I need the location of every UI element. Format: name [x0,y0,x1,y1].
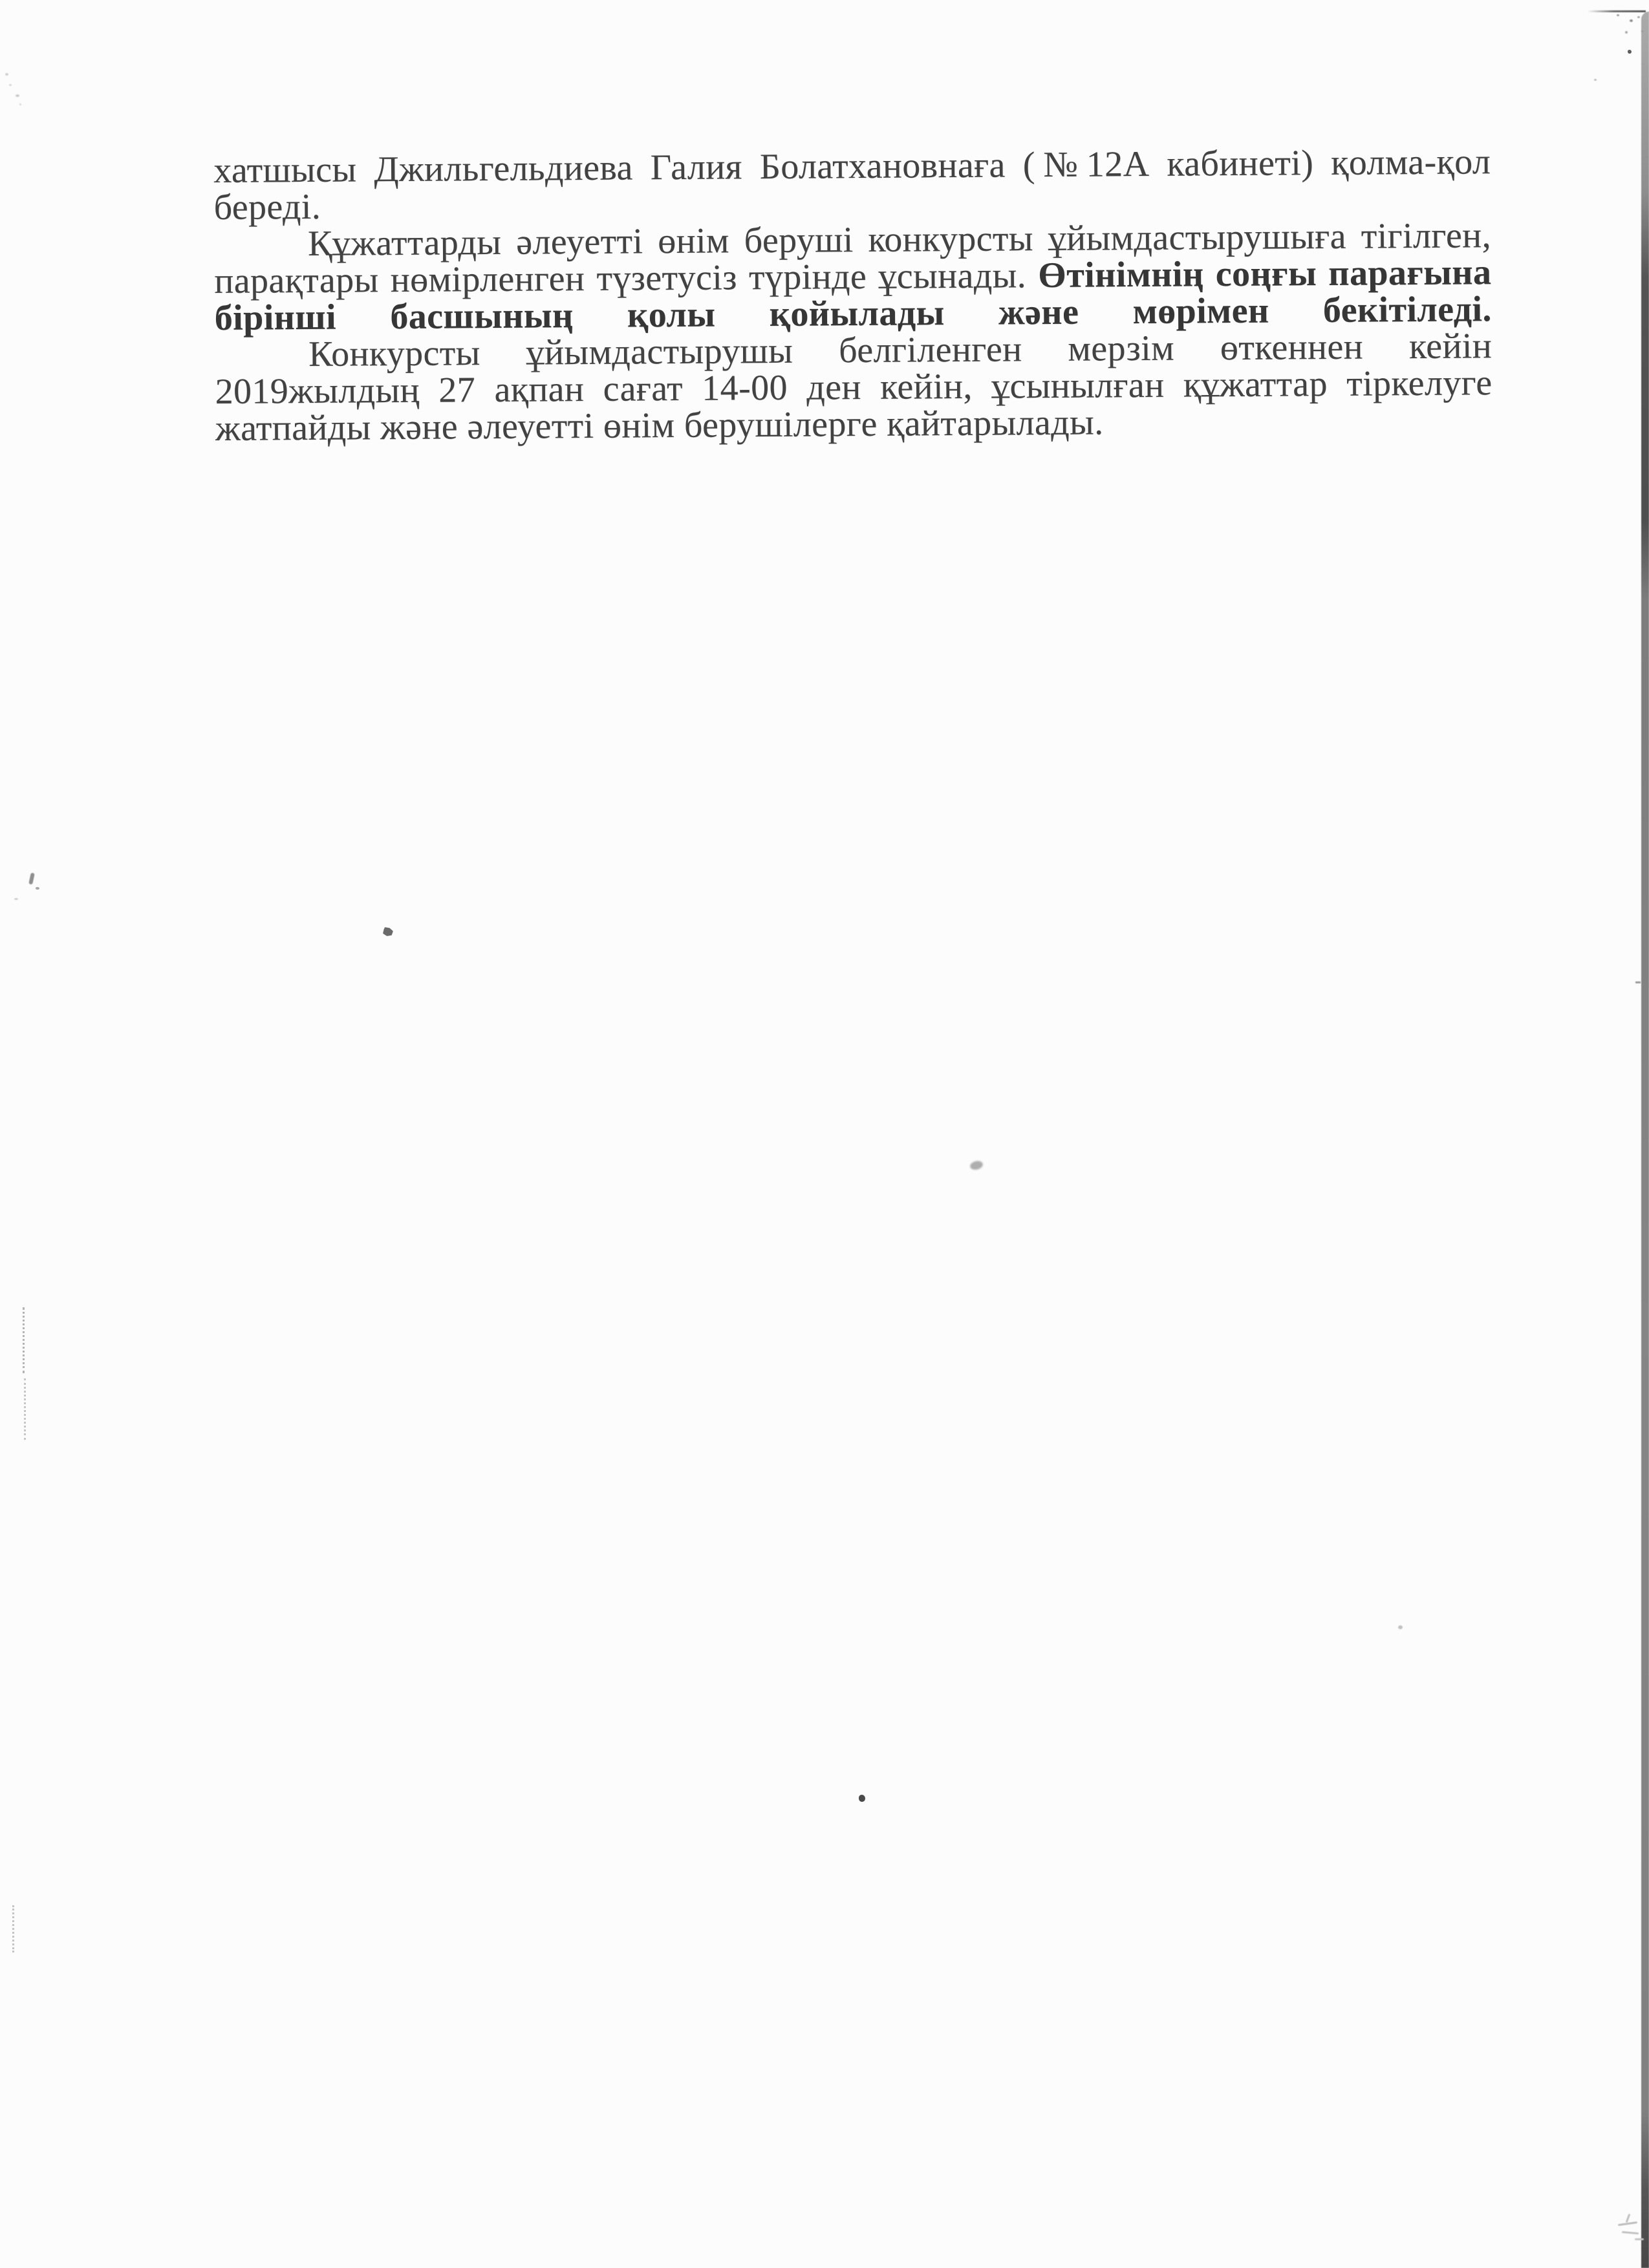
corner-speck [1641,30,1644,32]
text-segment: Құжаттарды әлеуетті өнім беруші конкурсты ұйымдастырушыға тігілген, [307,215,1492,264]
text-segment: 2019жылдың 27 ақпан сағат 14-00 ден кейін, ұсынылған құжаттар тіркелуге [215,363,1493,412]
ink-dot [859,1795,865,1802]
text-segment: хатшысы Джильгельдиева Галия Болатхановнаға (№12А кабинеті) қолма-қол [213,142,1491,191]
text-line [213,144,1491,189]
corner-speck [1630,19,1633,22]
edge-tick [1635,981,1641,983]
text-block [213,144,1493,447]
corner-dot [1628,50,1632,54]
topleft-speck [19,103,21,105]
page-top-edge-line [1588,10,1646,12]
left-dotted-line [23,1307,25,1373]
topleft-speck [5,73,8,76]
pencil-stroke [1626,2214,1631,2223]
text-segment: береді. [213,186,321,228]
pencil-stroke [1618,2221,1637,2226]
gray-smudge [969,1160,984,1171]
ink-blob [383,927,393,936]
topleft-speck [9,84,12,86]
pen-mark [28,873,35,885]
topleft-speck [16,94,19,97]
pencil-stroke [1635,2238,1644,2240]
text-segment: жатпайды және әлеуетті өнім берушілерге қайтарылады. [215,402,1104,449]
pen-mark-dot [36,887,39,890]
corner-speck [1594,79,1597,81]
faint-tick [14,898,18,900]
left-dotted-line [12,1905,14,1952]
pencil-stroke [1622,2231,1639,2234]
corner-speck [1625,31,1628,34]
text-segment: бірінші басшының қолы қойылады және мөрімен бекітіледі. [214,289,1492,338]
page-right-edge-line [1641,12,1649,2268]
text-segment: Конкурсты ұйымдастырушы белгіленген мерзім өткеннен кейін [308,326,1493,374]
corner-speck [1637,16,1640,18]
text-segment: парақтары нөмірленген түзетусіз түрінде ұсынады. [214,255,1039,301]
text-line [215,401,1493,447]
mid-speck [1398,1625,1403,1629]
left-dotted-line [24,1378,26,1440]
corner-speck [1617,14,1619,16]
text-segment: Өтінімнің соңғы парағына [1038,252,1492,296]
